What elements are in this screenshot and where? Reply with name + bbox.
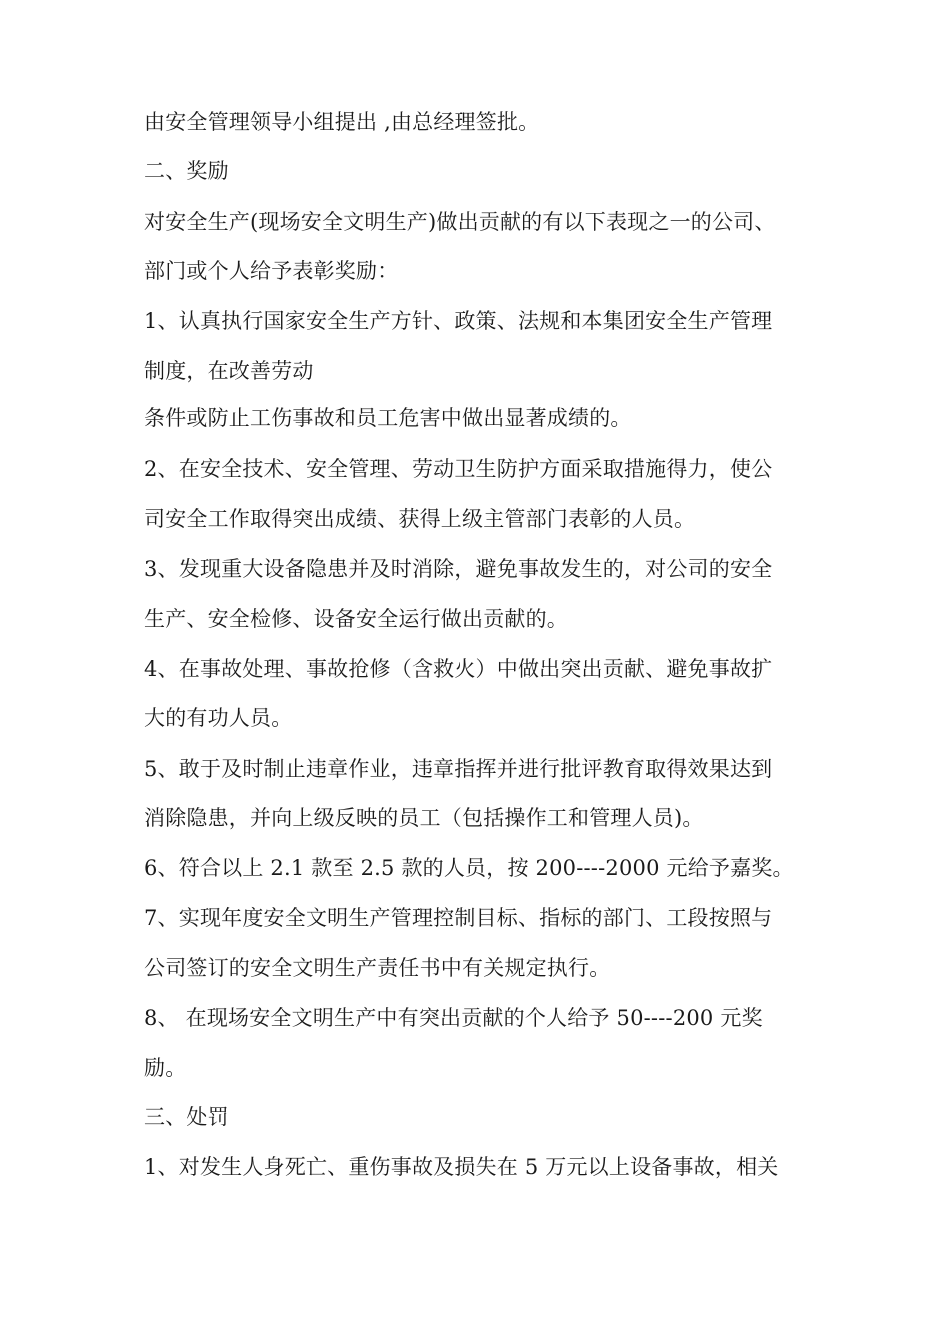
text-line: 部门或个人给予表彰奖励： xyxy=(144,259,399,283)
text-line: 励。 xyxy=(144,1056,187,1080)
text-line: 制度，在改善劳动 xyxy=(144,359,314,383)
text-line: 由安全管理领导小组提出 ,由总经理签批。 xyxy=(144,110,540,134)
text-line: 生产、安全检修、设备安全运行做出贡献的。 xyxy=(144,607,568,631)
section-heading-rewards: 二、奖励 xyxy=(144,159,229,183)
list-item-7: 7、实现年度安全文明生产管理控制目标、指标的部门、工段按照与 xyxy=(144,906,773,930)
text-line: 对安全生产(现场安全文明生产)做出贡献的有以下表现之一的公司、 xyxy=(144,210,776,234)
list-item-1: 1、认真执行国家安全生产方针、政策、法规和本集团安全生产管理 xyxy=(144,309,773,333)
list-item-3: 3、发现重大设备隐患并及时消除，避免事故发生的，对公司的安全 xyxy=(144,557,773,581)
text-line: 消除隐患，并向上级反映的员工（包括操作工和管理人员)。 xyxy=(144,806,704,830)
list-item-2: 2、在安全技术、安全管理、劳动卫生防护方面采取措施得力，使公 xyxy=(144,457,773,481)
text-line: 司安全工作取得突出成绩、获得上级主管部门表彰的人员。 xyxy=(144,507,696,531)
list-item-8: 8、 在现场安全文明生产中有突出贡献的个人给予 50----200 元奖 xyxy=(144,1006,763,1030)
text-line: 条件或防止工伤事故和员工危害中做出显著成绩的。 xyxy=(144,406,632,430)
list-item-1: 1、对发生人身死亡、重伤事故及损失在 5 万元以上设备事故，相关 xyxy=(144,1155,779,1179)
list-item-4: 4、在事故处理、事故抢修（含救火）中做出突出贡献、避免事故扩 xyxy=(144,657,773,681)
section-heading-penalties: 三、处罚 xyxy=(144,1105,229,1129)
text-line: 大的有功人员。 xyxy=(144,706,293,730)
list-item-5: 5、敢于及时制止违章作业，违章指挥并进行批评教育取得效果达到 xyxy=(144,757,773,781)
list-item-6: 6、符合以上 2.1 款至 2.5 款的人员，按 200----2000 元给予嘉奖。 xyxy=(144,856,794,880)
text-line: 公司签订的安全文明生产责任书中有关规定执行。 xyxy=(144,956,611,980)
